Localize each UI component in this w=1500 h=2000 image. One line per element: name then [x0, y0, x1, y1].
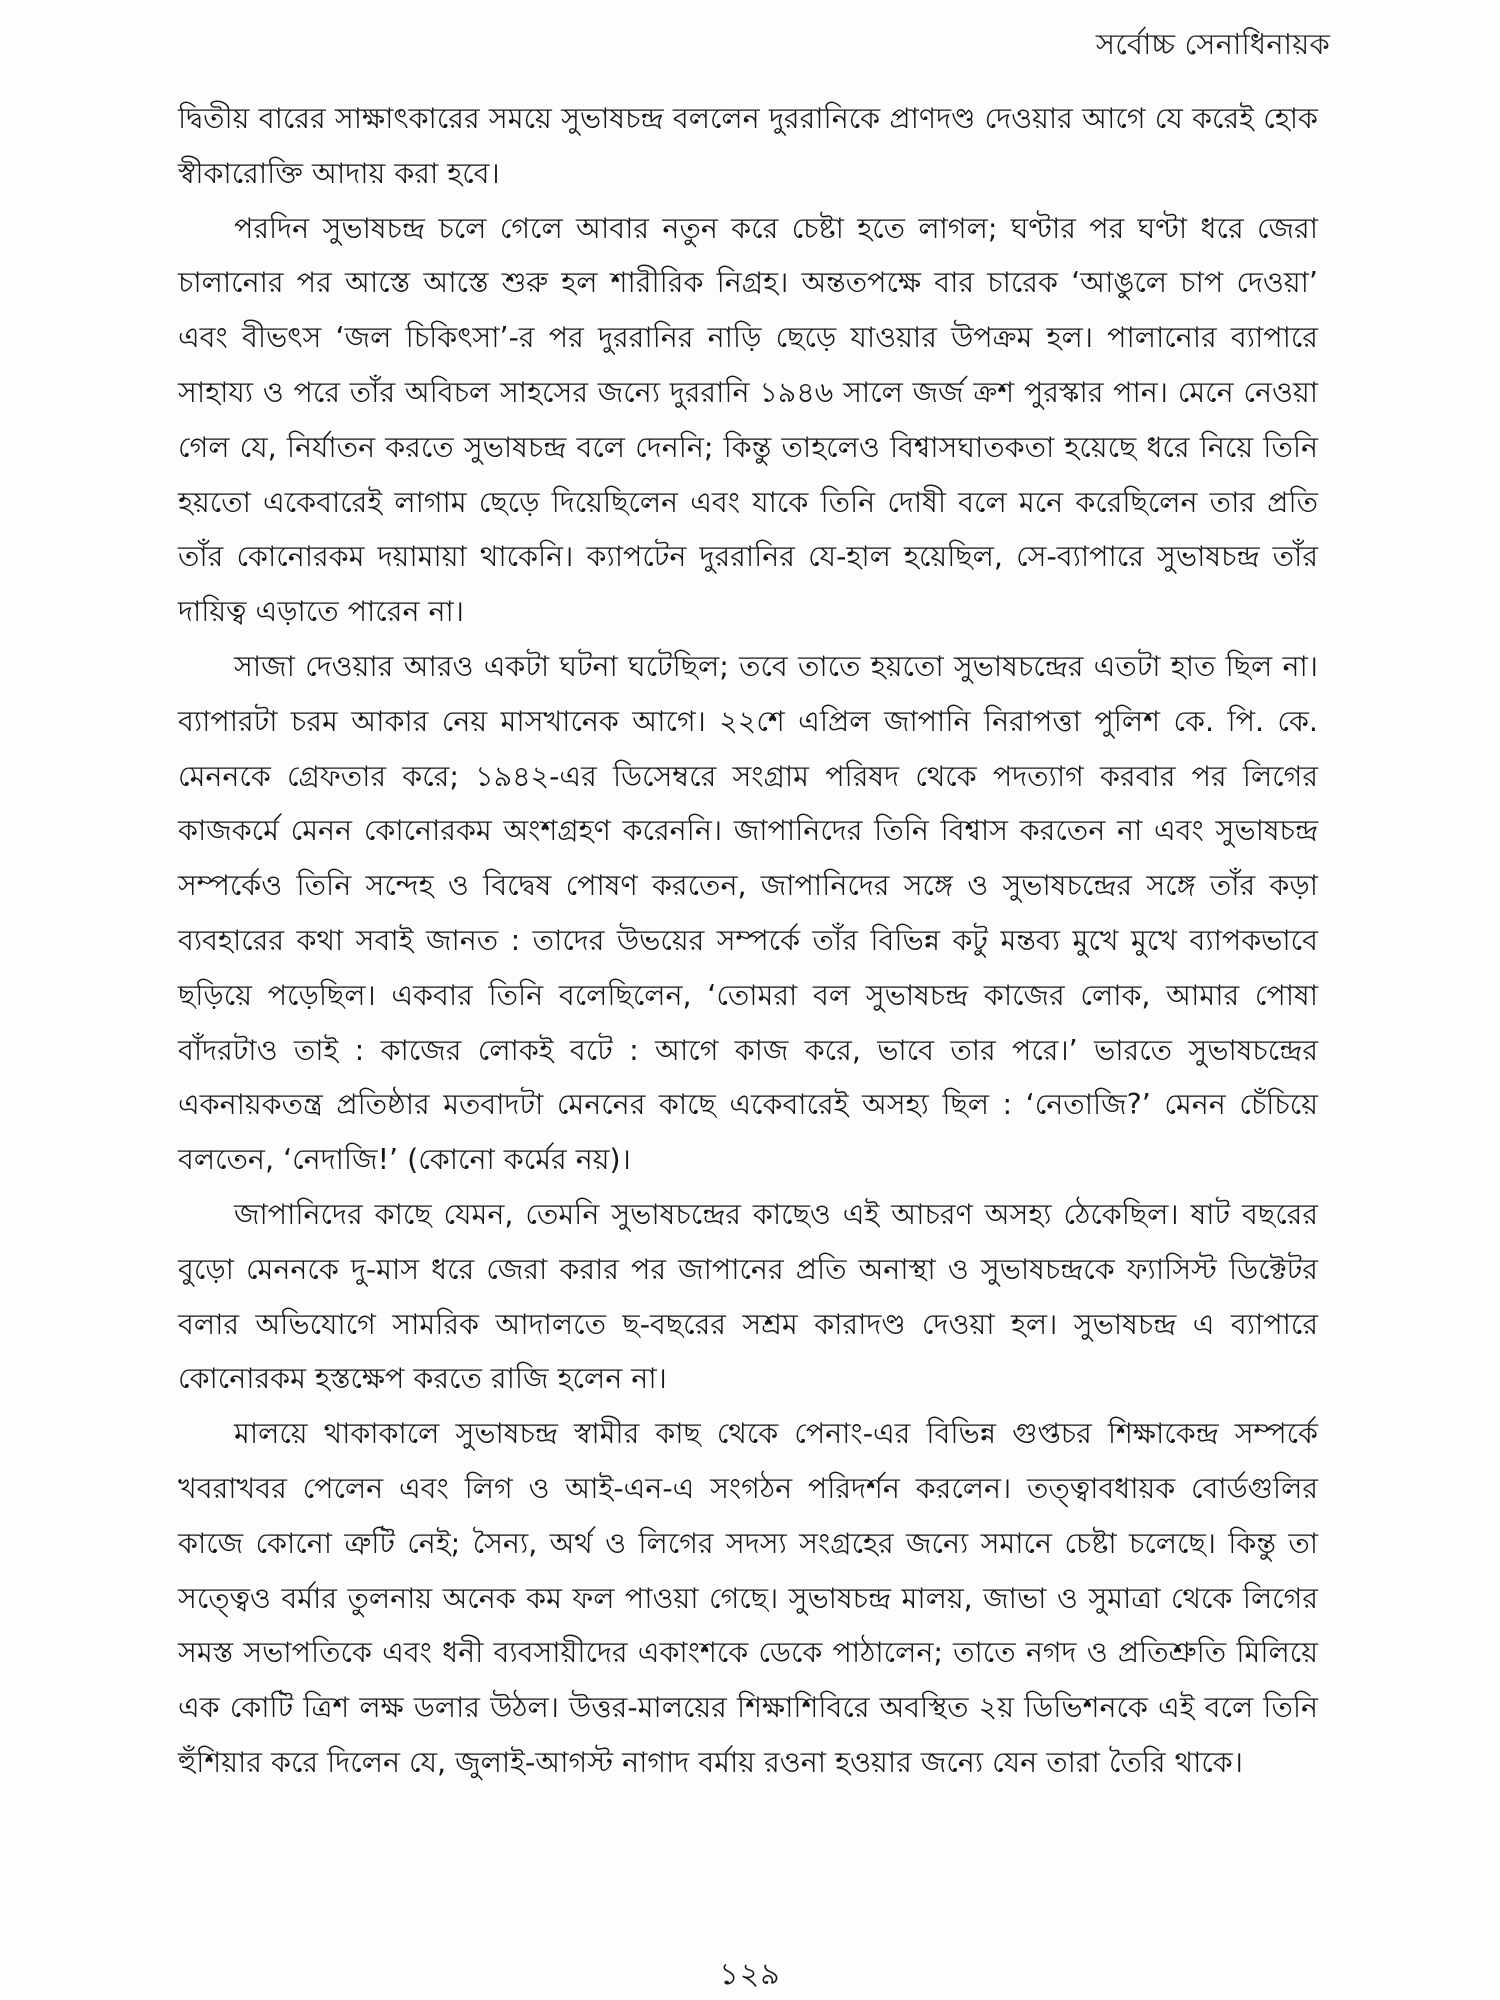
- running-header: সর্বোচ্চ সেনাধিনায়ক: [1095, 27, 1330, 61]
- paragraph-3: সাজা দেওয়ার আরও একটা ঘটনা ঘটেছিল; তবে তাতে হয়তো সুভাষচন্দ্রের এতটা হাত ছিল না। ব্যাপারটা চরম আকার নেয় মাসখানেক আগে। ২২শে এপ্রিল জাপানি নিরাপত্তা পুলিশ কে. পি. কে. মেননকে গ্রেফতার করে; ১৯৪২-এর ডিসেম্বরে সংগ্রাম পরিষদ থেকে পদত্যাগ করবার পর লিগের কাজকর্মে মেনন কোনোরকম অংশগ্রহণ করেননি। জাপানিদের তিনি বিশ্বাস করতেন না এবং সুভাষচন্দ্র সম্পর্কেও তিনি সন্দেহ ও বিদ্বেষ পোষণ করতেন, জাপানিদের সঙ্গে ও সুভাষচন্দ্রের সঙ্গে তাঁর কড়া ব্যবহারের কথা সবাই জানত : তাদের উভয়ের সম্পর্কে তাঁর বিভিন্ন কটু মন্তব্য মুখে মুখে ব্যাপকভাবে ছড়িয়ে পড়েছিল। একবার তিনি বলেছিলেন, ‘তোমরা বল সুভাষচন্দ্র কাজের লোক, আমার পোষা বাঁদরটাও তাই : কাজের লোকই বটে : আগে কাজ করে, ভাবে তার পরে।’ ভারতে সুভাষচন্দ্রের একনায়কতন্ত্র প্রতিষ্ঠার মতবাদটা মেননের কাছে একেবারেই অসহ্য ছিল : ‘নেতাজি?’ মেনন চেঁচিয়ে বলতেন, ‘নেদাজি!’ (কোনো কর্মের নয়)।: [178, 649, 1318, 1177]
- page-number: ১২৯: [719, 1957, 781, 1992]
- paragraph-1: দ্বিতীয় বারের সাক্ষাৎকারের সময়ে সুভাষচন্দ্র বললেন দুররানিকে প্রাণদণ্ড দেওয়ার আগে যে করেই হোক স্বীকারোক্তি আদায় করা হবে।: [178, 102, 1318, 190]
- paragraph-2: পরদিন সুভাষচন্দ্র চলে গেলে আবার নতুন করে চেষ্টা হতে লাগল; ঘণ্টার পর ঘণ্টা ধরে জেরা চালানোর পর আস্তে আস্তে শুরু হল শারীরিক নিগ্রহ। অন্ততপক্ষে বার চারেক ‘আঙুলে চাপ দেওয়া’ এবং বীভৎস ‘জল চিকিৎসা’-র পর দুররানির নাড়ি ছেড়ে যাওয়ার উপক্রম হল। পালানোর ব্যাপারে সাহায্য ও পরে তাঁর অবিচল সাহসের জন্যে দুররানি ১৯৪৬ সালে জর্জ ক্রশ পুরস্কার পান। মেনে নেওয়া গেল যে, নির্যাতন করতে সুভাষচন্দ্র বলে দেননি; কিন্তু তাহলেও বিশ্বাসঘাতকতা হয়েছে ধরে নিয়ে তিনি হয়তো একেবারেই লাগাম ছেড়ে দিয়েছিলেন এবং যাকে তিনি দোষী বলে মনে করেছিলেন তার প্রতি তাঁর কোনোরকম দয়ামায়া থাকেনি। ক্যাপটেন দুররানির যে-হাল হয়েছিল, সে-ব্যাপারে সুভাষচন্দ্র তাঁর দায়িত্ব এড়াতে পারেন না।: [178, 211, 1318, 629]
- paragraph-4: জাপানিদের কাছে যেমন, তেমনি সুভাষচন্দ্রের কাছেও এই আচরণ অসহ্য ঠেকেছিল। ষাট বছরের বুড়ো মেননকে দু-মাস ধরে জেরা করার পর জাপানের প্রতি অনাস্থা ও সুভাষচন্দ্রকে ফ্যাসিস্ট ডিক্টেটর বলার অভিযোগে সামরিক আদালতে ছ-বছরের সশ্রম কারাদণ্ড দেওয়া হল। সুভাষচন্দ্র এ ব্যাপারে কোনোরকম হস্তক্ষেপ করতে রাজি হলেন না।: [178, 1197, 1318, 1396]
- body-text: [178, 92, 1318, 1791]
- paragraph-5: মালয়ে থাকাকালে সুভাষচন্দ্র স্বামীর কাছ থেকে পেনাং-এর বিভিন্ন গুপ্তচর শিক্ষাকেন্দ্র সম্পর্কে খবরাখবর পেলেন এবং লিগ ও আই-এন-এ সংগঠন পরিদর্শন করলেন। তত্ত্বাবধায়ক বোর্ডগুলির কাজে কোনো ত্রুটি নেই; সৈন্য, অর্থ ও লিগের সদস্য সংগ্রহের জন্যে সমানে চেষ্টা চলেছে। কিন্তু তা সত্ত্বেও বর্মার তুলনায় অনেক কম ফল পাওয়া গেছে। সুভাষচন্দ্র মালয়, জাভা ও সুমাত্রা থেকে লিগের সমস্ত সভাপতিকে এবং ধনী ব্যবসায়ীদের একাংশকে ডেকে পাঠালেন; তাতে নগদ ও প্রতিশ্রুতি মিলিয়ে এক কোটি ত্রিশ লক্ষ ডলার উঠল। উত্তর-মালয়ের শিক্ষাশিবিরে অবস্থিত ২য় ডিভিশনকে এই বলে তিনি হুঁশিয়ার করে দিলেন যে, জুলাই-আগস্ট নাগাদ বর্মায় রওনা হওয়ার জন্যে যেন তারা তৈরি থাকে।: [178, 1417, 1318, 1779]
